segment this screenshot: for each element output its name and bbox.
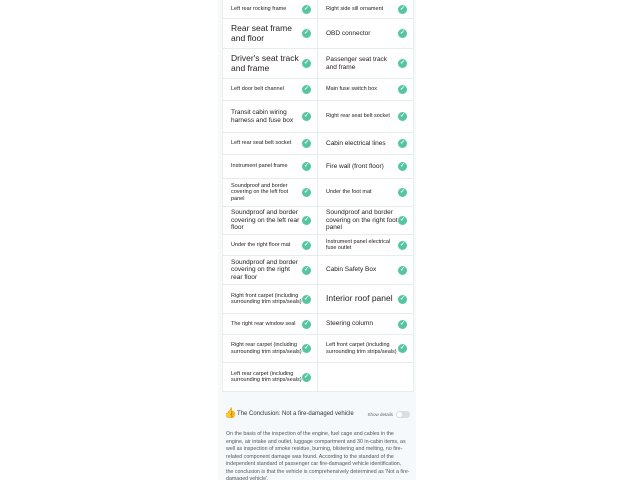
inspection-item	[223, 285, 318, 313]
inspection-item-label: The right rear window seal	[231, 320, 296, 327]
inspection-item-label: Fire wall (front floor)	[326, 162, 384, 170]
inspection-item	[318, 285, 413, 313]
inspection-item-label: Left door belt channel	[231, 86, 284, 93]
check-icon: ✓	[303, 320, 310, 327]
inspection-item-label: Rear seat frame and floor	[231, 22, 292, 43]
inspection-item	[223, 0, 318, 18]
inspection-row	[223, 335, 413, 363]
check-icon: ✓	[399, 345, 406, 351]
inspection-item	[318, 179, 413, 206]
inspection-item-label: Soundproof and border covering on the right rear floor	[231, 258, 298, 281]
inspection-item	[223, 49, 318, 78]
check-icon: ✓	[399, 217, 406, 223]
inspection-item-label: Soundproof and border covering on the left foot panel	[231, 183, 289, 202]
inspection-item	[318, 133, 413, 154]
check-icon: ✓	[399, 113, 406, 119]
inspection-item	[318, 256, 413, 284]
inspection-item	[318, 49, 413, 78]
inspection-row	[223, 19, 413, 49]
inspection-item	[318, 235, 413, 255]
check-icon: ✓	[303, 373, 310, 380]
check-icon: ✓	[303, 86, 310, 92]
details-toggle-label: Show details	[367, 411, 393, 417]
check-icon: ✓	[303, 241, 310, 248]
inspection-item	[223, 101, 318, 132]
inspection-item	[223, 79, 318, 100]
inspection-item-label: Left front carpet (including surrounding trim strips/seals)	[326, 342, 397, 355]
check-icon: ✓	[303, 30, 310, 36]
inspection-item	[223, 19, 318, 48]
inspection-item	[318, 207, 413, 234]
inspection-item-label: Right rear carpet (including surrounding trim strips/seals)	[231, 342, 302, 355]
check-icon: ✓	[303, 5, 310, 12]
inspection-item	[318, 101, 413, 132]
check-icon: ✓	[399, 266, 406, 273]
details-toggle-wrap[interactable]	[367, 411, 410, 418]
inspection-item	[318, 363, 413, 391]
conclusion-text: The Conclusion: Not a fire-damaged vehicle	[237, 411, 354, 417]
inspection-row	[223, 285, 413, 314]
inspection-item-label: Main fuse switch box	[326, 86, 378, 93]
check-icon: ✓	[303, 266, 310, 273]
inspection-item	[223, 335, 318, 362]
inspection-item	[223, 207, 318, 234]
inspection-row	[223, 314, 413, 335]
inspection-item	[223, 314, 318, 334]
check-icon: ✓	[399, 320, 406, 327]
inspection-row	[223, 101, 413, 133]
inspection-item	[318, 79, 413, 100]
inspection-item-label: Driver's seat track and frame	[231, 52, 299, 73]
check-icon: ✓	[303, 163, 310, 169]
inspection-item-label: Right front carpet (including surrounding trim strips/seals)	[231, 292, 302, 305]
inspection-item	[318, 0, 413, 18]
check-icon: ✓	[303, 140, 310, 146]
inspection-row	[223, 79, 413, 101]
inspection-item-label: Soundproof and border covering on the right foot panel	[326, 209, 398, 232]
inspection-item-label: Cabin electrical lines	[326, 139, 386, 147]
inspection-item-label: Under the right floor mat	[231, 241, 291, 248]
check-icon: ✓	[303, 60, 310, 66]
inspection-item-label: Left rear carpet (including surrounding trim strips/seals)	[231, 370, 302, 383]
inspection-grid	[222, 0, 414, 392]
inspection-item-label: Soundproof and border covering on the left rear floor	[231, 209, 300, 232]
thumbs-up-icon: 👍	[224, 408, 237, 419]
inspection-row	[223, 133, 413, 155]
inspection-item-label: Left rear seat belt socket	[231, 140, 292, 147]
check-icon: ✓	[399, 60, 406, 66]
details-toggle[interactable]	[396, 411, 410, 418]
inspection-item-label: Under the foot mat	[326, 189, 372, 196]
inspection-row	[223, 235, 413, 256]
inspection-item	[318, 19, 413, 48]
inspection-item-label: Transit cabin wiring harness and fuse box	[231, 109, 294, 124]
inspection-item	[223, 133, 318, 154]
inspection-item	[318, 155, 413, 178]
check-icon: ✓	[399, 30, 406, 36]
check-icon: ✓	[303, 217, 310, 223]
conclusion-paragraph: On the basis of the inspection of the engine, fuel cage and cables in the engine, air intake and outlet, luggage compartment and 30 in-cabin items, as well as inspection of smoke residue, burning, blistering and melting, no fire-related component damage was found. According to the standard of the independent standard of passenger car fire-damaged vehicle identification, the conclusion is that the vehicle is comprehensively determined as 'Not a fire-damaged vehicle'.	[226, 431, 410, 480]
inspection-row	[223, 256, 413, 285]
inspection-item-label: Right rear seat belt socket	[326, 113, 390, 120]
check-icon: ✓	[399, 140, 406, 146]
inspection-item	[223, 235, 318, 255]
inspection-panel	[218, 0, 416, 480]
inspection-item	[318, 335, 413, 362]
check-icon: ✓	[303, 113, 310, 119]
check-icon: ✓	[399, 295, 406, 302]
inspection-row	[223, 49, 413, 79]
check-icon: ✓	[399, 241, 406, 248]
inspection-item-label: Cabin Safety Box	[326, 266, 377, 274]
check-icon: ✓	[399, 5, 406, 12]
inspection-item-label: Instrument panel electrical fuse outlet	[326, 238, 391, 251]
inspection-item-label: Left rear rocking frame	[231, 5, 287, 12]
inspection-row	[223, 363, 413, 392]
conclusion-bar	[222, 404, 412, 424]
inspection-item-label: Interior roof panel	[326, 293, 393, 304]
check-icon: ✓	[399, 189, 406, 195]
inspection-row	[223, 179, 413, 207]
inspection-item-label: Instrument panel frame	[231, 163, 288, 170]
check-icon: ✓	[303, 189, 310, 195]
inspection-item	[223, 256, 318, 284]
inspection-item	[223, 155, 318, 178]
inspection-item-label: Right side sill ornament	[326, 5, 384, 12]
inspection-row	[223, 207, 413, 235]
inspection-item	[223, 363, 318, 391]
inspection-item-label: Steering column	[326, 320, 373, 328]
check-icon: ✓	[399, 163, 406, 169]
inspection-item	[223, 179, 318, 206]
inspection-item	[318, 314, 413, 334]
inspection-row	[223, 155, 413, 179]
check-icon: ✓	[399, 86, 406, 92]
inspection-row	[223, 0, 413, 19]
inspection-item-label: OBD connector	[326, 29, 371, 37]
check-icon: ✓	[303, 295, 310, 302]
inspection-item-label: Passenger seat track and frame	[326, 56, 388, 71]
check-icon: ✓	[303, 345, 310, 351]
